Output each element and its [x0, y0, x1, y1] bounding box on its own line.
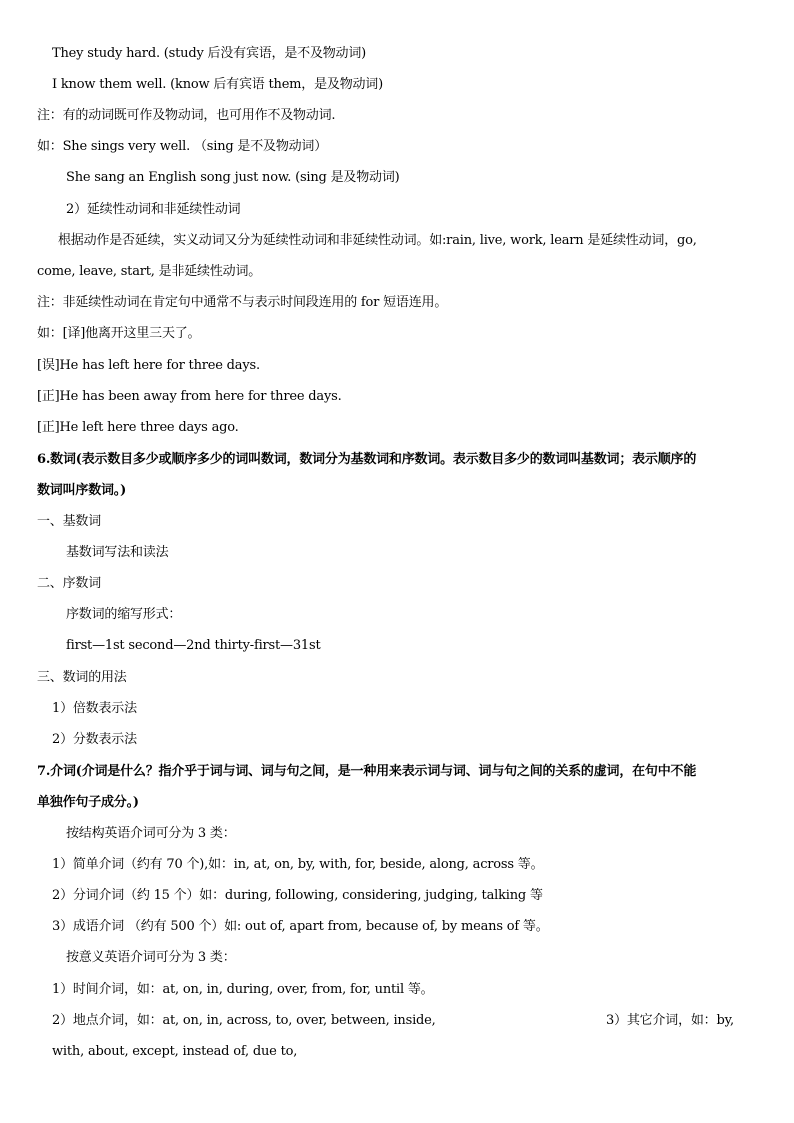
- list-item: 2）分数表示法: [52, 732, 137, 747]
- list-item: 2）分词介词（约 15 个）如：during, following, considering, judging, talking 等: [52, 888, 543, 903]
- example-line: [正]He left here three days ago.: [37, 420, 239, 435]
- outline-heading: 三、数词的用法: [37, 670, 127, 685]
- list-item: 1）时间介词，如：at, on, in, during, over, from, for, until 等。: [52, 982, 434, 997]
- list-item: 2）地点介词，如：at, on, in, across, to, over, between, inside,: [52, 1013, 436, 1028]
- note-line: 注：非延续性动词在肯定句中通常不与表示时间段连用的 for 短语连用。: [37, 295, 448, 310]
- section-heading: 7.介词(介词是什么？指介乎于词与词、词与句之间，是一种用来表示词与词、词与句之间的关系的虚词，在句中不能: [37, 764, 697, 779]
- text-line: They study hard. (study 后没有宾语，是不及物动词): [52, 46, 367, 61]
- section-heading: 数词叫序数词。): [37, 483, 127, 498]
- list-item: 3）其它介词，如：by,: [606, 1013, 734, 1028]
- paragraph-line: 根据动作是否延续，实义动词又分为延续性动词和非延续性动词。如:rain, live, work, learn 是延续性动词，go,: [58, 233, 697, 248]
- text-line: 按意义英语介词可分为 3 类：: [66, 950, 236, 965]
- example-line: [误]He has left here for three days.: [37, 358, 260, 373]
- list-item: 1）倍数表示法: [52, 701, 137, 716]
- subheading: 2）延续性动词和非延续性动词: [66, 202, 241, 217]
- text-line: I know them well. (know 后有宾语 them，是及物动词): [52, 77, 383, 92]
- example-line: 如：[译]他离开这里三天了。: [37, 326, 201, 341]
- example-line: She sang an English song just now. (sing 是及物动词): [66, 170, 400, 185]
- text-line: 基数词写法和读法: [66, 545, 169, 560]
- section-heading: 单独作句子成分。): [37, 795, 139, 810]
- text-line: 按结构英语介词可分为 3 类：: [66, 826, 236, 841]
- example-line: [正]He has been away from here for three days.: [37, 389, 342, 404]
- outline-heading: 二、序数词: [37, 576, 102, 591]
- section-heading: 6.数词(表示数目多少或顺序多少的词叫数词，数词分为基数词和序数词。表示数目多少的数词叫基数词；表示顺序的: [37, 452, 697, 467]
- note-line: 注：有的动词既可作及物动词，也可用作不及物动词.: [37, 108, 336, 123]
- list-item: 1）简单介词（约有 70 个),如：in, at, on, by, with, for, beside, along, across 等。: [52, 857, 544, 872]
- paragraph-line: come, leave, start, 是非延续性动词。: [37, 264, 262, 279]
- text-line: first—1st second—2nd thirty-first—31st: [66, 638, 321, 653]
- list-item: 3）成语介词 （约有 500 个）如: out of, apart from, because of, by means of 等。: [52, 919, 549, 934]
- example-line: 如：She sings very well. （sing 是不及物动词）: [37, 139, 328, 154]
- list-item: with, about, except, instead of, due to,: [52, 1044, 298, 1059]
- text-line: 序数词的缩写形式：: [66, 607, 182, 622]
- outline-heading: 一、基数词: [37, 514, 102, 529]
